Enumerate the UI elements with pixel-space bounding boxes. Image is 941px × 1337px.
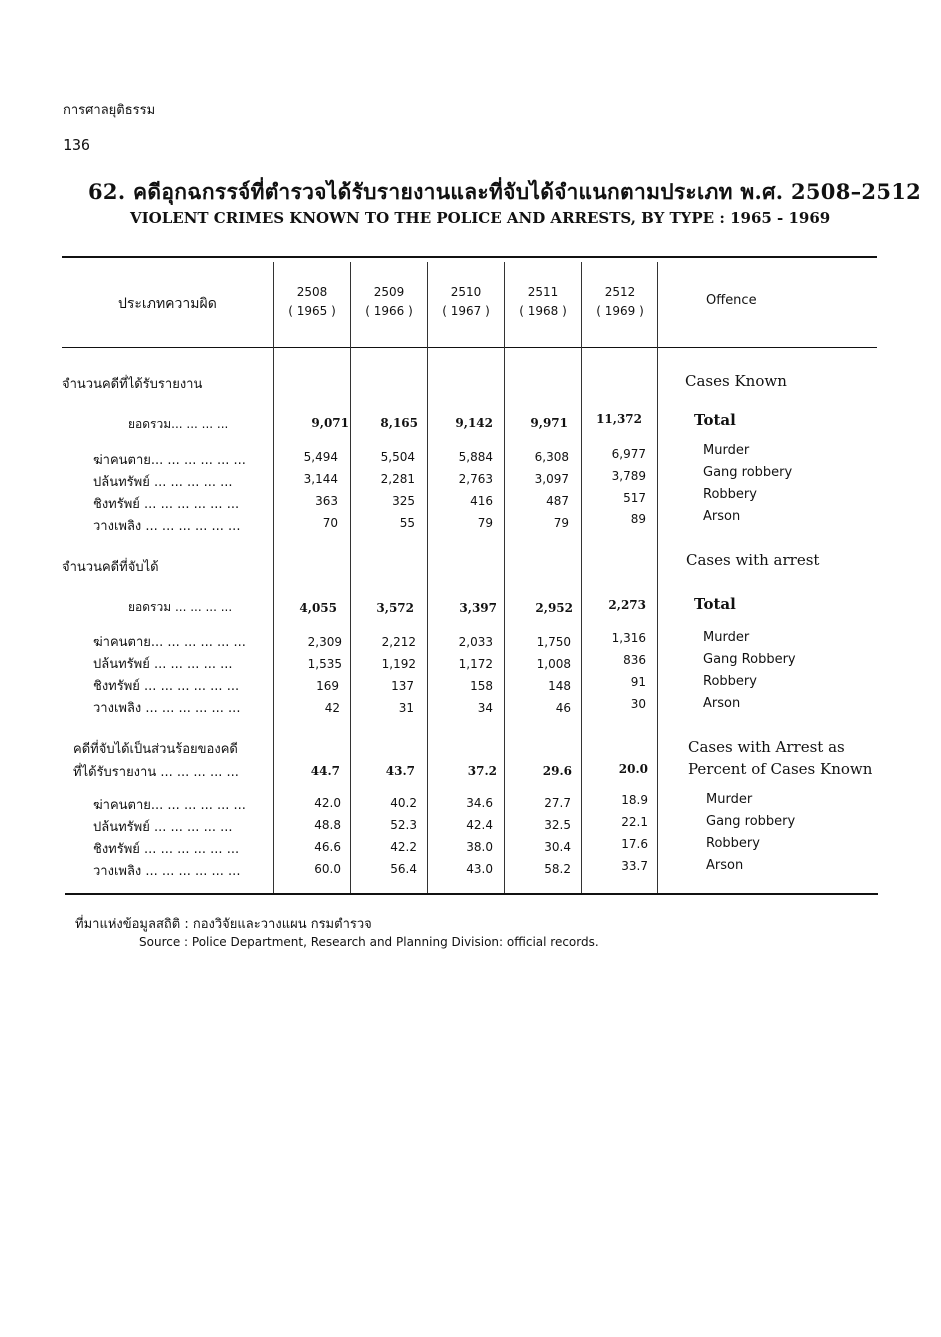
table-cell: 3,144 (303, 472, 338, 486)
row-label-english: Gang robbery (706, 814, 796, 829)
table-cell: 363 (315, 494, 338, 508)
row-label-english: Murder (703, 630, 750, 645)
table-cell: 17.6 (621, 837, 648, 851)
section-label-thai: ที่ได้รับรายงาน ... ... ... ... ... (73, 765, 239, 780)
table-cell: 1,172 (458, 657, 493, 671)
row-label-english: Murder (706, 792, 753, 807)
year-header: 2511 ( 1968 ) (519, 285, 567, 318)
type-column-header: ประเภทความผิด (118, 296, 217, 312)
year-header: 2508 ( 1965 ) (288, 285, 336, 318)
row-label-thai: ชิงทรัพย์ ... ... ... ... ... ... (93, 679, 240, 694)
table-cell: 56.4 (390, 862, 417, 876)
total-label-english: Total (694, 411, 736, 429)
table-cell: 30.4 (544, 840, 571, 854)
table-cell: 42.2 (390, 840, 417, 854)
row-label-thai: ปล้นทรัพย์ ... ... ... ... ... (93, 475, 233, 490)
section-label-english: Cases Known (685, 372, 787, 390)
table-cell: 43.0 (466, 862, 493, 876)
year-header: 2512 ( 1969 ) (596, 285, 644, 318)
running-head: การศาลยุติธรรม (63, 103, 156, 118)
row-label-english: Robbery (703, 487, 757, 502)
row-label-thai: ปล้นทรัพย์ ... ... ... ... ... (93, 657, 233, 672)
row-label-english: Gang Robbery (703, 652, 796, 667)
table-cell: 34.6 (466, 796, 493, 810)
table-cell: 46.6 (314, 840, 341, 854)
table-cell: 22.1 (621, 815, 648, 829)
table-cell: 60.0 (314, 862, 341, 876)
top-rule (62, 256, 877, 258)
table-cell: 3,789 (611, 469, 646, 483)
table-cell: 30 (630, 697, 646, 711)
row-label-thai: ฆ่าคนตาย... ... ... ... ... ... (93, 453, 246, 468)
source-note-thai: ที่มาแห่งข้อมูลสถิติ : กองวิจัยและวางแผน กรมตำรวจ (75, 917, 372, 932)
table-cell: 52.3 (390, 818, 417, 832)
table-cell: 42.4 (466, 818, 493, 832)
table-cell: 1,192 (381, 657, 416, 671)
table-cell: 836 (623, 653, 646, 667)
table-cell: 2,033 (458, 635, 493, 649)
table-cell: 3,397 (459, 601, 497, 615)
table-cell: 18.9 (621, 793, 648, 807)
table-cell: 1,750 (536, 635, 571, 649)
row-label-thai: วางเพลิง ... ... ... ... ... ... (93, 519, 241, 534)
offence-column-header: Offence (706, 293, 757, 308)
row-label-english: Robbery (706, 836, 760, 851)
table-cell: 2,212 (381, 635, 416, 649)
table-cell: 148 (548, 679, 571, 693)
year-header: 2510 ( 1967 ) (442, 285, 490, 318)
table-cell: 43.7 (385, 764, 415, 778)
table-cell: 1,316 (611, 631, 646, 645)
total-label-thai: ยอดรวม ... ... ... ... (128, 600, 233, 614)
total-label-english: Total (694, 595, 736, 613)
table-cell: 31 (398, 701, 414, 715)
table-cell: 58.2 (544, 862, 571, 876)
table-title-thai: 62. คดีอุกฉกรรจ์ที่ตำรวจได้รับรายงานและที่จับได้จำแนกตามประเภท พ.ศ. 2508–2512 (88, 179, 922, 204)
table-cell: 70 (322, 516, 338, 530)
table-cell: 1,535 (307, 657, 342, 671)
table-cell: 20.0 (618, 762, 648, 776)
table-cell: 27.7 (544, 796, 571, 810)
table-cell: 44.7 (310, 764, 340, 778)
row-label-thai: ฆ่าคนตาย... ... ... ... ... ... (93, 635, 246, 650)
table-cell: 9,142 (455, 416, 493, 430)
table-cell: 517 (623, 491, 646, 505)
section-label-english: Percent of Cases Known (688, 760, 873, 778)
bottom-rule (65, 893, 878, 895)
section-label-thai: คดีที่จับได้เป็นส่วนร้อยของคดี (73, 742, 238, 757)
table-cell: 89 (630, 512, 646, 526)
row-label-english: Murder (703, 443, 750, 458)
table-cell: 46 (555, 701, 571, 715)
table-cell: 169 (316, 679, 339, 693)
table-cell: 3,097 (534, 472, 569, 486)
year-header: 2509 ( 1966 ) (365, 285, 413, 318)
table-cell: 2,952 (535, 601, 573, 615)
table-title-english: VIOLENT CRIMES KNOWN TO THE POLICE AND ARRESTS, BY TYPE : 1965 - 1969 (130, 209, 831, 227)
table-cell: 416 (470, 494, 493, 508)
table-cell: 38.0 (466, 840, 493, 854)
table-cell: 6,977 (611, 447, 646, 461)
table-cell: 79 (553, 516, 569, 530)
table-cell: 37.2 (467, 764, 497, 778)
column-divider (657, 262, 658, 893)
row-label-english: Gang robbery (703, 465, 793, 480)
table-cell: 2,273 (608, 598, 646, 612)
table-cell: 325 (392, 494, 415, 508)
table-cell: 5,494 (303, 450, 338, 464)
table-cell: 40.2 (390, 796, 417, 810)
table-cell: 5,884 (458, 450, 493, 464)
table-cell: 3,572 (376, 601, 414, 615)
row-label-thai: ฆ่าคนตาย... ... ... ... ... ... (93, 798, 246, 813)
table-cell: 79 (477, 516, 493, 530)
row-label-english: Robbery (703, 674, 757, 689)
table-cell: 33.7 (621, 859, 648, 873)
table-cell: 11,372 (596, 412, 642, 426)
table-cell: 6,308 (534, 450, 569, 464)
section-label-english: Cases with Arrest as (688, 738, 845, 756)
table-cell: 8,165 (380, 416, 418, 430)
table-cell: 1,008 (536, 657, 571, 671)
row-label-thai: วางเพลิง ... ... ... ... ... ... (93, 864, 241, 879)
table-cell: 34 (477, 701, 493, 715)
table-cell: 158 (470, 679, 493, 693)
table-cell: 4,055 (299, 601, 337, 615)
table-cell: 29.6 (542, 764, 572, 778)
table-cell: 91 (630, 675, 646, 689)
table-cell: 48.8 (314, 818, 341, 832)
table-cell: 9,071 (311, 416, 349, 430)
table-cell: 487 (546, 494, 569, 508)
table-cell: 9,971 (530, 416, 568, 430)
table-cell: 2,281 (380, 472, 415, 486)
table-cell: 2,309 (307, 635, 342, 649)
section-label-thai: จำนวนคดีที่ได้รับรายงาน (62, 377, 203, 392)
row-label-thai: ปล้นทรัพย์ ... ... ... ... ... (93, 820, 233, 835)
table-cell: 2,763 (458, 472, 493, 486)
page-number: 136 (63, 136, 91, 154)
row-label-thai: วางเพลิง ... ... ... ... ... ... (93, 701, 241, 716)
row-label-thai: ชิงทรัพย์ ... ... ... ... ... ... (93, 842, 240, 857)
table-cell: 137 (391, 679, 414, 693)
row-label-thai: ชิงทรัพย์ ... ... ... ... ... ... (93, 497, 240, 512)
section-label-thai: จำนวนคดีที่จับได้ (62, 560, 159, 575)
table-cell: 42 (324, 701, 340, 715)
row-label-english: Arson (703, 696, 741, 711)
total-label-thai: ยอดรวม... ... ... ... (128, 417, 229, 431)
section-label-english: Cases with arrest (686, 551, 820, 569)
row-label-english: Arson (706, 858, 744, 873)
table-cell: 55 (399, 516, 415, 530)
table-cell: 42.0 (314, 796, 341, 810)
header-rule (62, 347, 877, 348)
table-cell: 5,504 (380, 450, 415, 464)
table-cell: 32.5 (544, 818, 571, 832)
source-note-english: Source : Police Department, Research and Planning Division: official records. (139, 935, 599, 949)
row-label-english: Arson (703, 509, 741, 524)
